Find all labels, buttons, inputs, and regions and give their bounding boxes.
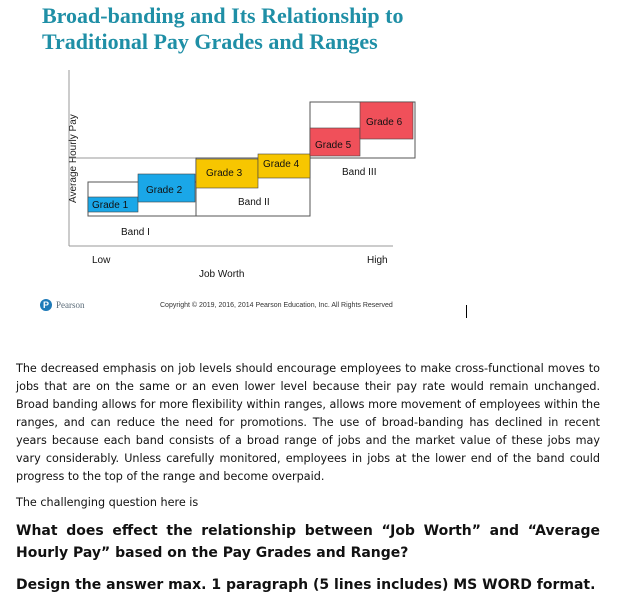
grade-2-label: Grade 2 — [146, 185, 183, 196]
pearson-wordmark: Pearson — [56, 300, 85, 310]
band-2-label: Band II — [238, 197, 270, 208]
grade-5-label: Grade 5 — [315, 140, 352, 151]
grade-6-label: Grade 6 — [366, 117, 403, 128]
pearson-logo — [40, 299, 85, 311]
slide-title-line-2: Traditional Pay Grades and Ranges — [42, 29, 378, 54]
y-axis-label: Average Hourly Pay — [68, 114, 79, 203]
document-body — [16, 360, 600, 596]
question-text: What does effect the relationship between “Job Worth” and “Average Hourly Pay” based on the Pay Grades and Range? — [16, 523, 600, 561]
text-cursor — [466, 305, 467, 318]
grade-4-label: Grade 4 — [263, 159, 300, 170]
question-lead: The challenging question here is — [16, 496, 199, 509]
instruction-text: Design the answer max. 1 paragraph (5 lines includes) MS WORD format. — [16, 577, 596, 593]
pearson-p-icon: P — [40, 299, 52, 311]
grade-3-label: Grade 3 — [206, 168, 243, 179]
band-1-label: Band I — [121, 227, 150, 238]
x-high-label: High — [367, 255, 388, 266]
x-axis-label: Job Worth — [199, 269, 245, 280]
slide-title-line-1: Broad-banding and Its Relationship to — [42, 3, 404, 28]
body-paragraph: The decreased emphasis on job levels should encourage employees to make cross-functional moves to jobs that are on the same or an even lower level because their pay rate would remain unchanged. Broad banding allows for more flexibility within ranges, allows more movement of employees within the ranges, and can reduce the need for promotions. The use of broad-banding has declined in recent years because each band consists of a broad range of jobs and the market value of these jobs may vary considerably. Unless carefully monitored, employees in jobs at the lower end of the band could progress to the top of the range and become overpaid. — [16, 362, 600, 483]
broadbanding-diagram — [0, 0, 632, 300]
copyright-notice: Copyright © 2019, 2016, 2014 Pearson Education, Inc. All Rights Reserved — [160, 302, 393, 309]
band-3-label: Band III — [342, 167, 377, 178]
grade-1-label: Grade 1 — [92, 200, 129, 211]
x-low-label: Low — [92, 255, 111, 266]
